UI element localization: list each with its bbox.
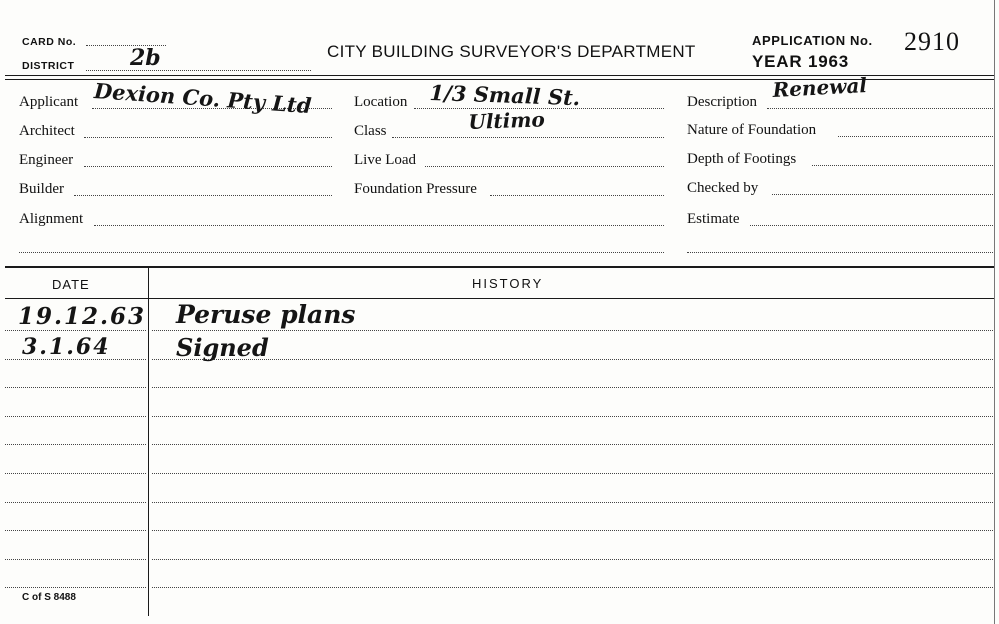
date-column-divider	[148, 266, 149, 616]
history-row-rule	[152, 359, 995, 360]
history-header: HISTORY	[472, 276, 544, 291]
date-header: DATE	[52, 277, 90, 292]
district-label: DISTRICT	[22, 60, 75, 72]
estimate-line-2	[687, 252, 995, 253]
district-value: 2b	[130, 45, 161, 71]
class-label: Class	[354, 123, 387, 139]
description-line	[767, 108, 995, 109]
application-no-label: APPLICATION No.	[752, 33, 873, 48]
engineer-label: Engineer	[19, 152, 74, 168]
history-row-rule	[5, 444, 146, 445]
location-value: 1/3 Small St.	[429, 80, 581, 111]
checked-by-line	[772, 194, 995, 195]
location-label: Location	[354, 94, 408, 110]
history-row-rule	[5, 387, 146, 388]
form-code: C of S 8488	[22, 592, 76, 603]
alignment-line	[94, 225, 664, 226]
history-row-rule	[5, 473, 146, 474]
application-number: 2910	[904, 27, 960, 56]
description-label: Description	[687, 94, 757, 110]
history-rule-bottom	[5, 298, 995, 299]
architect-label: Architect	[19, 123, 75, 139]
history-row-rule	[152, 559, 995, 560]
history-row-rule	[152, 502, 995, 503]
alignment-label: Alignment	[19, 211, 84, 227]
engineer-line	[84, 166, 332, 167]
history-row-rule	[152, 330, 995, 331]
history-rule-top	[5, 266, 995, 268]
history-row-rule	[152, 530, 995, 531]
history-row-rule	[5, 416, 146, 417]
class-line	[392, 137, 664, 138]
depth-of-footings-label: Depth of Footings	[687, 151, 797, 167]
architect-line	[84, 137, 332, 138]
builder-line	[74, 195, 332, 196]
history-row-rule	[5, 559, 146, 560]
estimate-line	[750, 225, 995, 226]
year-label: YEAR 1963	[752, 52, 849, 71]
department-title: CITY BUILDING SURVEYOR'S DEPARTMENT	[327, 42, 696, 61]
history-row-rule	[5, 587, 146, 588]
history-row-rule	[5, 502, 146, 503]
alignment-line-2	[19, 252, 664, 253]
history-row-rule	[5, 330, 146, 331]
history-row-rule	[152, 473, 995, 474]
history-date-1: 19.12.63	[18, 303, 147, 330]
history-text-1: Peruse plans	[176, 300, 356, 329]
nature-of-foundation-label: Nature of Foundation	[687, 122, 817, 138]
depth-of-footings-line	[812, 165, 995, 166]
history-row-rule	[152, 387, 995, 388]
live-load-label: Live Load	[354, 152, 417, 168]
history-row-rule	[152, 587, 995, 588]
builder-label: Builder	[19, 181, 64, 197]
foundation-pressure-line	[490, 195, 664, 196]
district-line	[86, 70, 311, 71]
nature-of-foundation-line	[838, 136, 995, 137]
class-value: Ultimo	[468, 107, 546, 134]
live-load-line	[425, 166, 664, 167]
applicant-value: Dexion Co. Pty Ltd	[93, 78, 313, 119]
description-value: Renewal	[772, 73, 868, 102]
foundation-pressure-label: Foundation Pressure	[354, 181, 477, 197]
estimate-label: Estimate	[687, 211, 740, 227]
card-right-edge	[994, 0, 995, 624]
history-date-2: 3.1.64	[22, 334, 111, 360]
history-text-2: Signed	[176, 333, 269, 362]
applicant-label: Applicant	[19, 94, 79, 110]
history-row-rule	[152, 444, 995, 445]
card-no-label: CARD No.	[22, 36, 77, 48]
history-row-rule	[5, 530, 146, 531]
checked-by-label: Checked by	[687, 180, 759, 196]
history-row-rule	[152, 416, 995, 417]
